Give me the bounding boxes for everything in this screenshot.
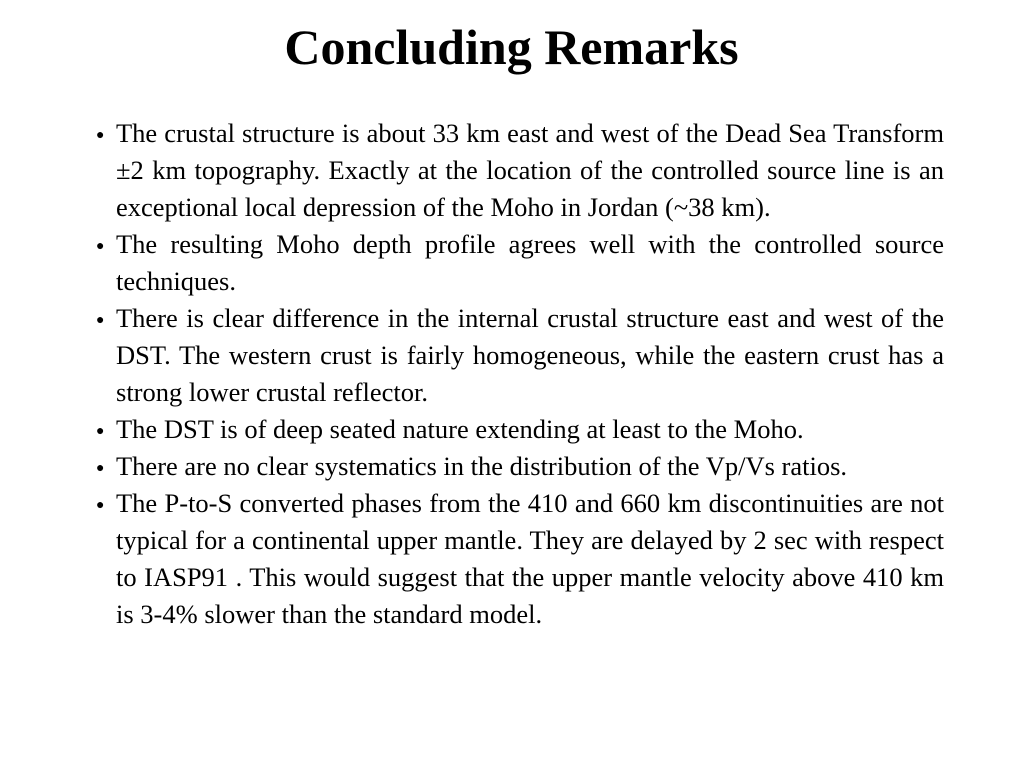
bullet-text: There is clear difference in the internal crustal structure east and west of the DST. The western crust is fairly homogeneous, while the eastern crust has a strong lower crustal reflector. (116, 303, 944, 407)
bullet-list (84, 115, 944, 633)
bullet-item (84, 485, 944, 633)
bullet-dot-icon: ● (96, 313, 105, 328)
bullet-item (84, 226, 944, 300)
bullet-dot-icon: ● (96, 424, 105, 439)
slide-title: Concluding Remarks (284, 19, 739, 75)
bullet-text: The P-to-S converted phases from the 410 and 660 km discontinuities are not typical for a continental upper mantle. They are delayed by 2 sec with respect to IASP91 . This would suggest that the upper mantle velocity above 410 km is 3-4% slower than the standard model. (116, 488, 944, 629)
bullet-dot-icon: ● (96, 498, 105, 513)
bullet-text: The resulting Moho depth profile agrees well with the controlled source techniques. (116, 229, 944, 296)
bullet-text: The DST is of deep seated nature extending at least to the Moho. (116, 414, 804, 444)
bullet-dot-icon: ● (96, 128, 105, 143)
bullet-dot-icon: ● (96, 239, 105, 254)
bullet-item (84, 411, 944, 448)
bullet-text: The crustal structure is about 33 km east and west of the Dead Sea Transform ±2 km topography. Exactly at the location of the controlled source line is an exceptional local depression of the Moho in Jordan (~38 km). (116, 118, 944, 222)
bullet-item (84, 448, 944, 485)
bullet-item (84, 300, 944, 411)
bullet-item (84, 115, 944, 226)
bullet-text: There are no clear systematics in the distribution of the Vp/Vs ratios. (116, 451, 848, 481)
bullet-dot-icon: ● (96, 461, 105, 476)
